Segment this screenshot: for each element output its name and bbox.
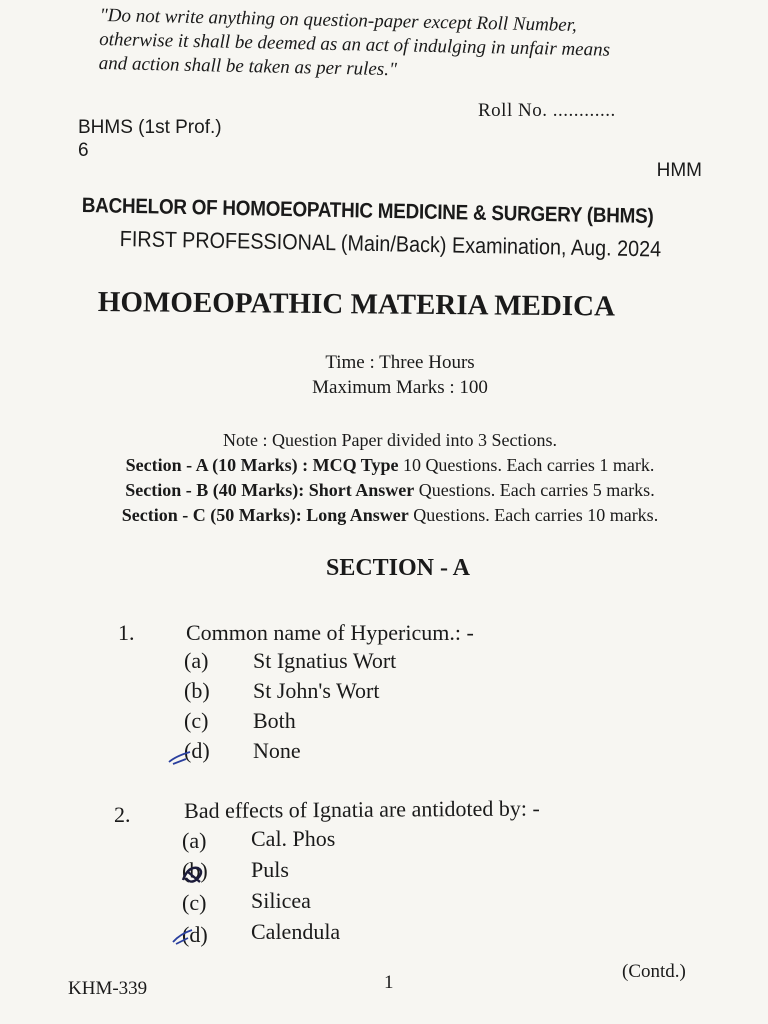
note-section-a-bold: Section - A (10 Marks) : MCQ Type [125,455,399,475]
note-section-b [0,478,768,503]
max-marks-label: Maximum Marks : 100 [312,377,488,398]
notice-line-1: "Do not write anything on question-paper except Roll Number, [99,4,577,36]
time-label: Time : Three Hours [325,352,475,373]
pen-tick-mark [166,742,196,768]
note-section-c-bold: Section - C (50 Marks): Long Answer [121,505,409,525]
pen-tick-mark [170,922,200,948]
exam-duration-block [0,350,768,400]
option-text: None [253,738,301,763]
note-section-b-bold: Section - B (40 Marks): Short Answer [125,480,415,500]
exam-title: FIRST PROFESSIONAL (Main/Back) Examination, Aug. 2024 [119,226,662,262]
notice-line-2: otherwise it shall be deemed as an act of indulging in unfair means [99,28,611,61]
notice-line-3: and action shall be taken as per rules." [98,52,398,81]
roll-number-field: Roll No. ............ [478,100,616,121]
continued-label: (Contd.) [622,961,686,982]
note-section-a-rest: 10 Questions. Each carries 1 mark. [398,455,655,475]
option-letter: (d) [184,738,210,763]
option-letter: (d) [182,922,208,947]
option-text: Silicea [251,888,311,913]
pen-scribble-mark [178,860,208,888]
option-letter: (c) [184,708,209,733]
option-text: Calendula [251,919,341,944]
note-intro: Note : Question Paper divided into 3 Sections. [223,430,557,450]
option-text: Cal. Phos [251,826,336,851]
paper-code: HMM [656,160,702,181]
question-text: Bad effects of Ignatia are antidoted by: - [184,795,540,823]
section-note [0,428,768,528]
option-letter: (a) [184,648,209,673]
page-number: 1 [384,972,394,993]
option-text: St John's Wort [253,678,380,703]
option-text: Puls [251,857,289,882]
degree-title: BACHELOR OF HOMOEOPATHIC MEDICINE & SURGERY (BHMS) [81,194,654,229]
option-text: St Ignatius Wort [253,648,397,673]
course-number: 6 [78,140,89,161]
exam-notice [98,4,699,89]
option-letter: (c) [182,890,207,915]
course-name: BHMS (1st Prof.) [78,117,222,138]
option-letter: (b) [182,858,208,883]
option-letter: (b) [184,678,210,703]
note-section-c-rest: Questions. Each carries 10 marks. [408,505,659,525]
note-section-c [0,503,768,528]
option-letter: (a) [182,828,207,853]
question-text: Common name of Hypericum.: - [186,620,474,645]
note-section-b-rest: Questions. Each carries 5 marks. [414,480,655,500]
option-text: Both [253,708,296,733]
question-number: 2. [114,802,131,827]
subject-title: HOMOEOPATHIC MATERIA MEDICA [97,286,616,323]
question-number: 1. [118,620,135,645]
course-info [78,116,222,162]
section-a-heading: SECTION - A [325,555,471,581]
footer-code: KHM-339 [68,978,148,999]
note-section-a [0,453,768,478]
